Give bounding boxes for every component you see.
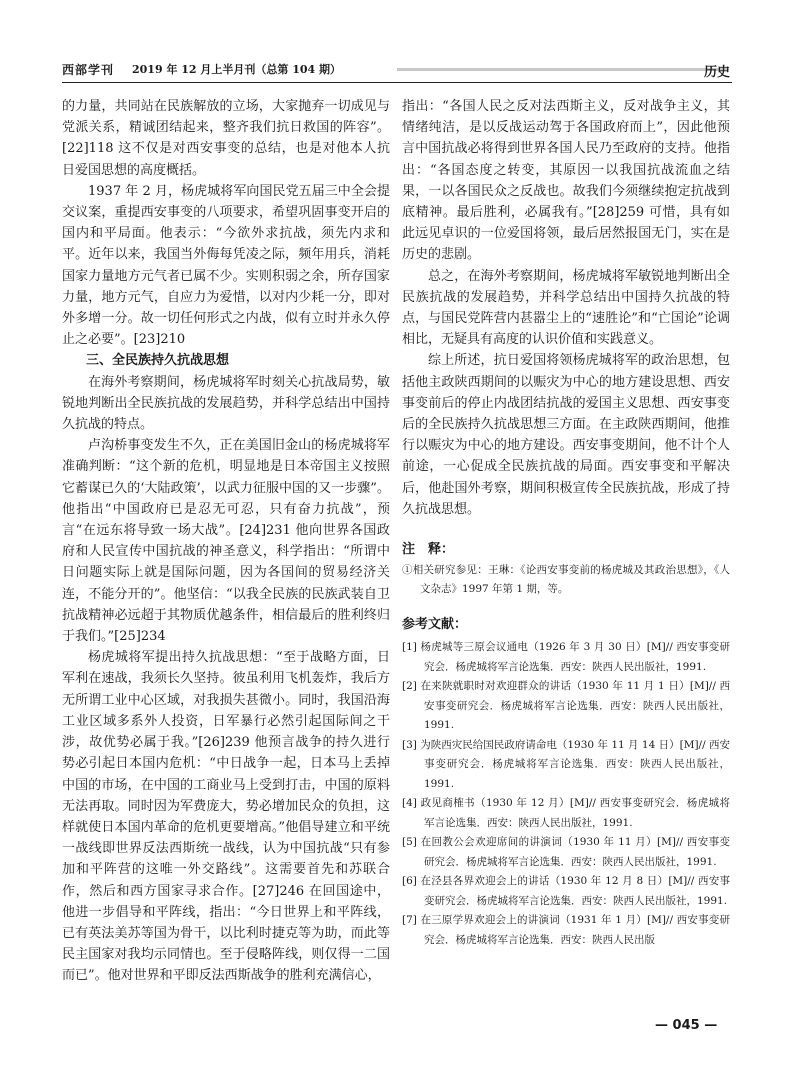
references-list: [402, 638, 730, 950]
notes-list: [402, 561, 730, 599]
reference-item: [4] 政见商榷书（1930 年 12 月）[M]// 西安事变研究会．杨虎城将军言论选集．西安：陕西人民出版社，1991.: [402, 797, 730, 829]
issue-info: 2019 年 12 月上半月刊（总第 104 期）: [132, 63, 342, 76]
header-decoration-bar: [397, 68, 727, 71]
body-paragraph: 1937 年 2 月，杨虎城将军向国民党五届三中全会提交议案，重提西安事变的八项要求，希望巩固事变开启的国内和平局面。他表示：“今欲外求抗战，须先内求和平。近年以来，我国当外侮每凭凌之际，频年用兵，消耗国家力量地方元气者已属不少。实则积弱之余，所存国家力量，地方元气，自应力为爱惜，以对内少耗一分，即对外多增一分。故一切任何形式之内战，似有立时并永久停止之必要”。[23]210: [62, 183, 390, 348]
page-number: — 045 —: [655, 1018, 718, 1033]
body-paragraph: 在海外考察期间，杨虎城将军时刻关心抗战局势，敏锐地判断出全民族抗战的发展趋势，并科学总结出中国持久抗战的特点。: [62, 374, 390, 433]
body-paragraph: 指出：“各国人民之反对法西斯主义，反对战争主义，其情绪纯洁，是以反战运动驾于各国政府而上”，因此他预言中国抗战必将得到世界各国人民乃至政府的支持。他指出：“各国态度之转变，其原因一以我国抗战流血之结果，一以各国民众之反战也。故我们今须继续抱定抗战到底精神。最后胜利，必属我有。”[28]259 可惜，具有如此远见卓识的一位爱国将领，最后居然报国无门，实在是历史的悲剧。: [402, 99, 730, 263]
reference-item: [3] 为陕西灾民给国民政府请命电（1930 年 11 月 14 日）[M]// 西安事变研究会．杨虎城将军言论选集．西安：陕西人民出版社，1991.: [402, 738, 730, 790]
right-body: [402, 96, 730, 520]
references-title: 参考文献：: [402, 617, 468, 633]
reference-item: [6] 在泾县各界欢迎会上的讲话（1930 年 12 月 8 日）[M]// 西安事变研究会．杨虎城将军言论选集．西安：陕西人民出版社，1991.: [402, 875, 730, 907]
left-column: [62, 96, 390, 987]
section-heading: 三、全民族持久抗战思想: [86, 353, 230, 369]
journal-name: 西部学刊: [62, 63, 115, 77]
section-label: 历史: [703, 65, 730, 80]
body-paragraph: 杨虎城将军提出持久抗战思想：“至于战略方面，日军利在速战，我须长久坚持。彼虽利用飞机轰炸，我后方无所谓工业中心区域，对我损失甚微小。同时，我国沿海工业区域多系外人投资，日军暴行必然引起国际间之干涉，故优势必属于我。”[26]239 他预言战争的持久进行势必引起日本国内危机：“中日战争一起，日本马上丢掉中国的市场，在中国的工商业马上受到打击，中国的原料无法再取。同时因为军费庞大，势必增加民众的负担，这样就使日本国内革命的危机更要增高。”他倡导建立和平统一战线即世界反法西斯统一战线，认为中国抗战“只有参加和平阵营的这唯一外交路线”。这需要首先和苏联合作，然后和西方国家寻求合作。[27]246 在回国途中，他进一步倡导和平阵线，指出：“今日世界上和平阵线，已有英法美苏等国为骨干，以比利时捷克等为助，而此等民主国家对我均示同情也。至于侵略阵线，则仅得一二国而已”。他对世界和平即反法西斯战争的胜利充满信心，: [62, 650, 390, 984]
reference-item: [5] 在回教公会欢迎席间的讲演词（1930 年 11 月）[M]// 西安事变研究会．杨虎城将军言论选集．西安：陕西人民出版社，1991.: [402, 836, 730, 868]
body-paragraph: 总之，在海外考察期间，杨虎城将军敏锐地判断出全民族抗战的发展趋势，并科学总结出中国持久抗战的特点，与国民党阵营内甚嚣尘上的“速胜论”和“亡国论”论调相比，无疑具有高度的认识价值和实践意义。: [402, 268, 730, 348]
body-paragraph: 卢沟桥事变发生不久，正在美国旧金山的杨虎城将军准确判断：“这个新的危机，明显地是日本帝国主义按照它蓄谋已久的‘大陆政策’，以武力征服中国的又一步骤”。他指出“中国政府已是忍无可忍，只有奋力抗战”，预言“在远东将导致一场大战”。[24]231 他向世界各国政府和人民宣传中国抗战的神圣意义，科学指出：“所谓中日问题实际上就是国际问题，因为各国间的贸易经济关连，不能分开的”。他坚信：“以我全民族的民族武装自卫抗战精神必远超于其物质优越条件，相信最后的胜利终归于我们。”[25]234: [62, 438, 390, 645]
body-paragraph: 综上所述，抗日爱国将领杨虎城将军的政治思想，包括他主政陕西期间的以赈灾为中心的地方建设思想、西安事变前后的停止内战团结抗战的爱国主义思想、西安事变后的全民族持久抗战思想三方面。在主政陕西期间，他推行以赈灾为中心的地方建设。西安事变期间，他不计个人前途，一心促成全民族抗战的局面。西安事变和平解决后，他赴国外考察，期间积极宣传全民族抗战，形成了持久抗战思想。: [402, 353, 730, 517]
reference-item: [2] 在来陕就职时对欢迎群众的讲话（1930 年 11 月 1 日）[M]// 西安事变研究会．杨虎城将军言论选集．西安：陕西人民出版社，1991.: [402, 680, 730, 732]
right-column: [402, 96, 730, 950]
reference-item: [7] 在三原学界欢迎会上的讲演词（1931 年 1 月）[M]// 西安事变研究会．杨虎城将军言论选集．西安：陕西人民出版: [402, 914, 730, 946]
page-header: [62, 56, 732, 83]
note-item: ①相关研究参见：王琳：《论西安事变前的杨虎城及其政治思想》，《人文杂志》1997 年第 1 期，等。: [402, 564, 730, 596]
body-paragraph: 的力量，共同站在民族解放的立场，大家抛弃一切成见与党派关系，精诚团结起来，整齐我们抗日救国的阵容”。[22]118 这不仅是对西安事变的总结，也是对他本人抗日爱国思想的高度概括。: [62, 99, 390, 178]
notes-title: 注 释：: [402, 542, 455, 558]
reference-item: [1] 杨虎城等三原会议通电（1926 年 3 月 30 日）[M]// 西安事变研究会．杨虎城将军言论选集．西安：陕西人民出版社，1991.: [402, 641, 730, 673]
